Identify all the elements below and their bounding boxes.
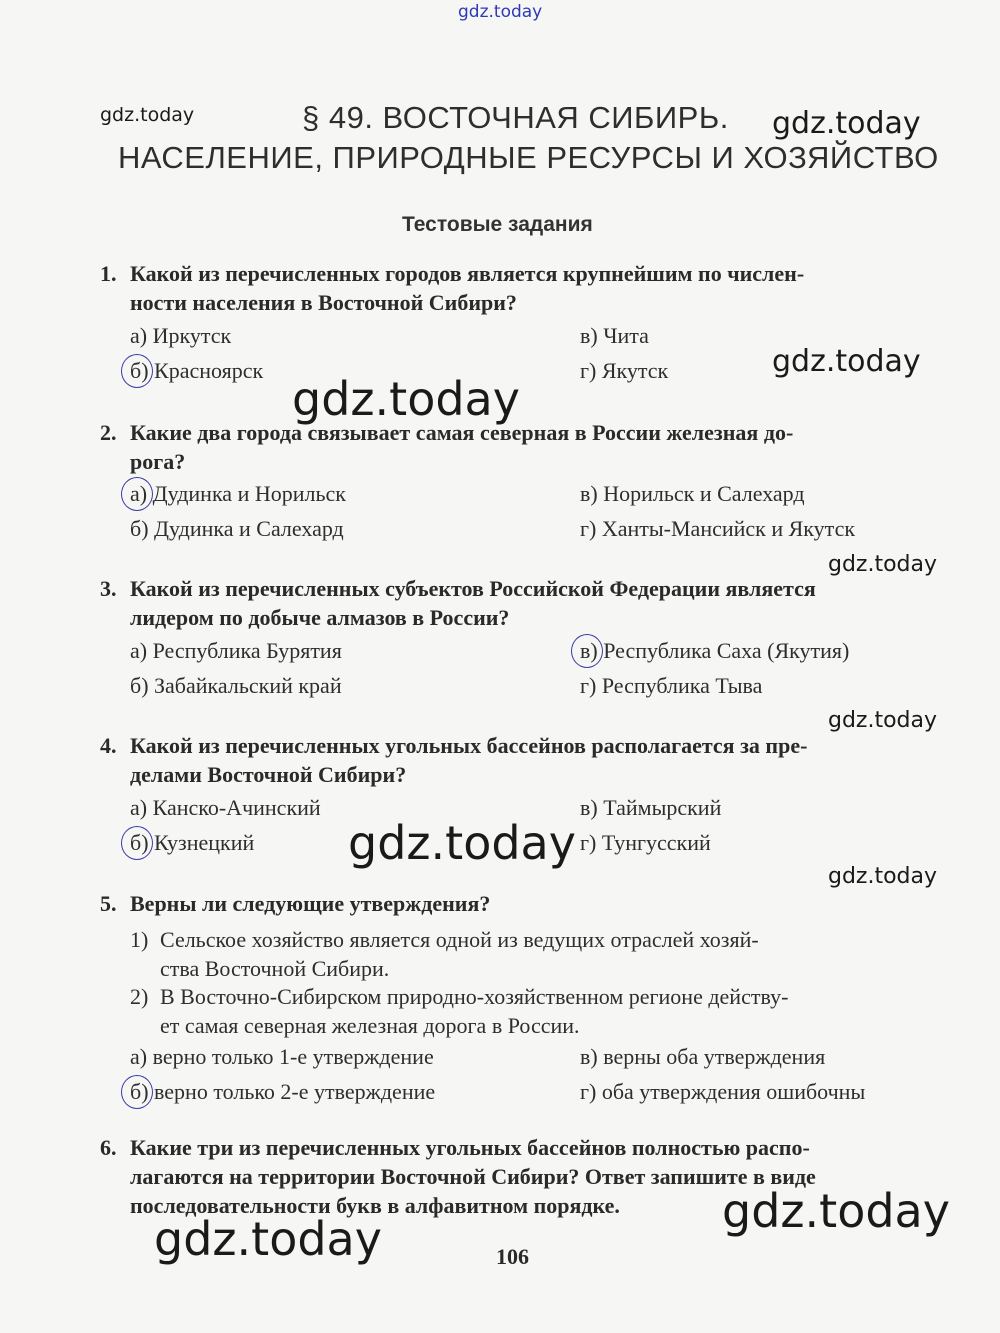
question-number: 6. <box>100 1135 117 1160</box>
page-number: 106 <box>496 1244 529 1269</box>
watermark-q1-center: gdz.today <box>292 372 520 426</box>
page-title-line1: § 49. ВОСТОЧНАЯ СИБИРЬ. <box>302 100 729 135</box>
option-v: в) Республика Саха (Якутия) <box>580 638 850 663</box>
question-number: 3. <box>100 576 117 601</box>
option-b: б) Дудинка и Салехард <box>130 516 344 541</box>
watermark-top-left: gdz.today <box>100 104 195 126</box>
question-number: 2. <box>100 420 117 445</box>
watermark-top-right: gdz.today <box>772 106 921 141</box>
question-text: Какие три из перечисленных угольных бассейнов полностью распо- <box>130 1135 810 1160</box>
option-g: г) Республика Тыва <box>580 673 763 698</box>
answer-circle <box>121 477 153 511</box>
answer-circle <box>121 826 153 860</box>
answer-circle <box>121 354 153 388</box>
statement-text: В Восточно-Сибирском природно-хозяйственном регионе действу- <box>160 984 789 1009</box>
section-subtitle: Тестовые задания <box>402 213 593 236</box>
question-3 <box>100 574 816 632</box>
option-b: б) Кузнецкий <box>130 830 255 855</box>
option-v: в) верны оба утверждения <box>580 1044 826 1069</box>
option-b: б) верно только 2-е утверждение <box>130 1079 436 1104</box>
question-text: ности населения в Восточной Сибири? <box>130 290 517 315</box>
question-number: 1. <box>100 261 117 286</box>
question-4 <box>100 731 807 789</box>
question-text: рога? <box>130 449 186 474</box>
question-text: Какие два города связывает самая северная в России железная до- <box>130 420 794 445</box>
option-g: г) Ханты-Мансийск и Якутск <box>580 516 856 541</box>
statement-text: ет самая северная железная дорога в России. <box>160 1013 580 1038</box>
watermark-bottom-right: gdz.today <box>722 1184 950 1238</box>
statement-1 <box>130 925 759 983</box>
statement-2 <box>130 982 788 1040</box>
page-title-line2: НАСЕЛЕНИЕ, ПРИРОДНЫЕ РЕСУРСЫ И ХОЗЯЙСТВО <box>118 140 939 175</box>
option-a: а) Дудинка и Норильск <box>130 481 346 506</box>
watermark-q4-center: gdz.today <box>348 816 576 870</box>
question-1 <box>100 259 804 317</box>
option-v: в) Норильск и Салехард <box>580 481 805 506</box>
watermark-top: gdz.today <box>458 2 543 22</box>
watermark-q3-right: gdz.today <box>828 708 938 733</box>
watermark-bottom-left: gdz.today <box>154 1212 382 1266</box>
question-number: 4. <box>100 733 117 758</box>
question-text: Какой из перечисленных субъектов Российской Федерации является <box>130 576 816 601</box>
answer-circle <box>571 634 603 668</box>
option-a: а) Канско-Ачинский <box>130 795 321 820</box>
statement-number: 2) <box>130 984 149 1009</box>
question-text: Какой из перечисленных угольных бассейнов располагается за пре- <box>130 733 808 758</box>
question-text: делами Восточной Сибири? <box>130 762 407 787</box>
question-text: последовательности букв в алфавитном порядке. <box>130 1193 620 1218</box>
option-v: в) Таймырский <box>580 795 722 820</box>
option-a: а) Республика Бурятия <box>130 638 342 663</box>
option-g: г) оба утверждения ошибочны <box>580 1079 866 1104</box>
question-number: 5. <box>100 891 117 916</box>
watermark-q4-right: gdz.today <box>828 864 938 889</box>
question-text: лидером по добыче алмазов в России? <box>130 605 510 630</box>
question-6 <box>100 1133 816 1220</box>
option-g: г) Якутск <box>580 358 669 383</box>
option-v: в) Чита <box>580 323 649 348</box>
option-g: г) Тунгусский <box>580 830 711 855</box>
answer-circle <box>121 1075 153 1109</box>
question-text: Верны ли следующие утверждения? <box>130 891 491 916</box>
option-b: б) Красноярск <box>130 358 264 383</box>
option-a: а) верно только 1-е утверждение <box>130 1044 434 1069</box>
question-2 <box>100 418 793 476</box>
option-a: а) Иркутск <box>130 323 232 348</box>
statement-number: 1) <box>130 927 149 952</box>
option-b: б) Забайкальский край <box>130 673 342 698</box>
statement-text: Сельское хозяйство является одной из ведущих отраслей хозяй- <box>160 927 759 952</box>
watermark-q2-right: gdz.today <box>828 552 938 577</box>
statement-text: ства Восточной Сибири. <box>160 956 390 981</box>
question-text: лагаются на территории Восточной Сибири? Ответ запишите в виде <box>130 1164 816 1189</box>
question-5 <box>100 889 490 918</box>
watermark-q1-right: gdz.today <box>772 344 921 379</box>
question-text: Какой из перечисленных городов является крупнейшим по числен- <box>130 261 805 286</box>
